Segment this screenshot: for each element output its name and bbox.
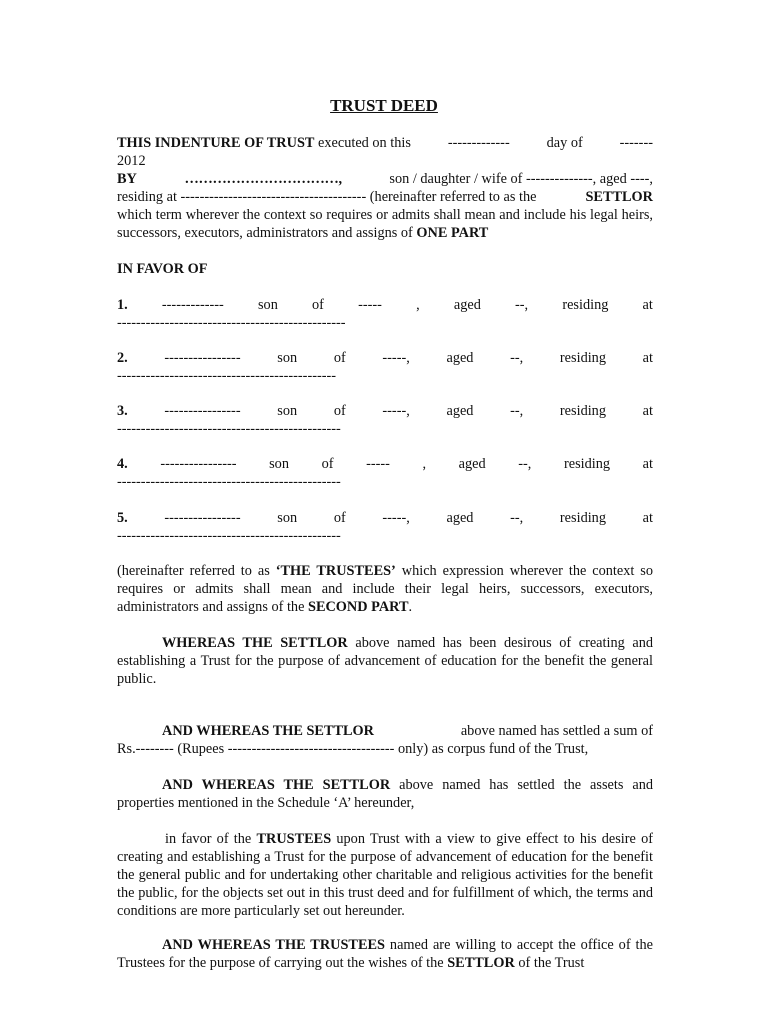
father-blank: -----, — [382, 403, 410, 419]
age-blank: --, — [510, 350, 524, 366]
trustee-entry-3 — [117, 402, 653, 438]
intro-line — [117, 134, 653, 152]
age-blank: --, — [510, 510, 524, 526]
trustees-def-pre: (hereinafter referred to as — [117, 563, 270, 579]
trustee-number: 3. — [117, 403, 128, 419]
in-favor-trustees-paragraph — [117, 830, 653, 920]
aged-text: aged — [458, 456, 486, 472]
trustee-name-blank: ---------------- — [160, 456, 237, 472]
trustee-number: 2. — [117, 350, 128, 366]
of-text: of — [312, 297, 324, 313]
at-text: at — [642, 297, 653, 313]
the-trustees-label: ‘THE TRUSTEES’ — [275, 563, 396, 579]
aged-text: aged — [446, 350, 474, 366]
trustee-number: 1. — [117, 297, 128, 313]
trustee-entry-4 — [117, 455, 653, 491]
of-text: of — [333, 403, 346, 419]
trustee-entry-2 — [117, 349, 653, 385]
residing-text: residing — [559, 350, 606, 366]
document-title: TRUST DEED — [330, 96, 438, 115]
trustees-def-text: which expression wherever the context so requires or admits shall mean and include their legal heirs, successors, executors, administrators and assigns of the — [117, 563, 654, 615]
age-blank: --, — [515, 297, 529, 313]
residing-text: residing at --------------------------------------- (hereinafter referred to as the — [117, 189, 537, 205]
second-part-label: SECOND PART — [308, 599, 409, 615]
trustee-number: 5. — [117, 510, 128, 526]
address-blank: ------------------------------------------------ — [117, 315, 346, 331]
whereas-settlor-text: above named has been desirous of creating and establishing a Trust for the purpose of advancement of education for the benefit the general public. — [117, 635, 653, 687]
whereas-trustees-text: named are willing to accept the office of the Trustees for the purpose of carrying out the wishes of the — [117, 937, 653, 971]
assets-text: above named has settled the assets and properties mentioned in the Schedule ‘A’ hereunder, — [117, 777, 653, 811]
and-whereas-settlor-label-2: AND WHEREAS THE SETTLOR — [162, 777, 391, 793]
settlor-label-2: SETTLOR — [447, 955, 515, 971]
and-whereas-trustees-label: AND WHEREAS THE TRUSTEES — [162, 937, 385, 953]
father-blank: ----- — [366, 456, 390, 472]
at-text: at — [642, 403, 653, 419]
corpus-text-1: above named has settled a sum of — [460, 723, 653, 739]
father-blank: -----, — [382, 510, 410, 526]
son-text: son — [277, 350, 298, 366]
intro-paragraph — [117, 134, 653, 242]
trustee-name-blank: ---------------- — [164, 403, 241, 419]
aged-text: aged — [446, 403, 474, 419]
son-text: son — [269, 456, 289, 472]
trustees-def-end: . — [408, 599, 413, 615]
trustee-number: 4. — [117, 456, 128, 472]
address-blank: ----------------------------------------------- — [117, 528, 341, 544]
whereas-trustees-end: of the Trust — [518, 955, 585, 971]
of-text: of — [321, 456, 334, 472]
residing-text: residing — [563, 456, 611, 472]
father-blank: ----- — [358, 297, 382, 313]
in-favor-pre: in favor of the — [165, 831, 252, 847]
trustee-name-blank: ---------------- — [164, 510, 241, 526]
son-text: son — [277, 403, 298, 419]
at-text: at — [642, 456, 653, 472]
one-part-label: ONE PART — [416, 225, 489, 241]
executed-text: executed on this — [318, 135, 411, 151]
father-blank: -----, — [382, 350, 410, 366]
son-text: son — [277, 510, 298, 526]
month-blank: ------- — [619, 135, 653, 151]
by-label: BY — [117, 171, 137, 187]
assets-paragraph — [117, 776, 653, 812]
address-blank: ----------------------------------------------- — [117, 474, 341, 490]
settlor-label: SETTLOR — [585, 189, 653, 205]
aged-text: aged — [453, 297, 481, 313]
son-text: son — [257, 297, 278, 313]
settlor-name-blank: ……………………………, — [184, 171, 342, 187]
residing-text: residing — [559, 403, 606, 419]
residing-text: residing — [559, 510, 606, 526]
aged-text: aged — [446, 510, 474, 526]
of-text: of — [333, 350, 346, 366]
trustee-entry-1 — [117, 296, 653, 332]
day-of-text: day of — [546, 135, 583, 151]
year-text: 2012 — [117, 153, 146, 169]
in-favor-text: upon Trust with a view to give effect to his desire of creating and establishing a Trust for the purpose of advancement of education for the benefit the general public and for undertaking other charitable and religious activities for the benefit the public, for the objects set out in this trust deed and for fulfillment of which, the terms and conditions are more particularly set out hereunder. — [117, 831, 653, 919]
comma-text: , — [422, 456, 427, 472]
at-text: at — [642, 510, 653, 526]
of-text: of — [333, 510, 346, 526]
and-whereas-settlor-label: AND WHEREAS THE SETTLOR — [162, 723, 375, 739]
in-favor-heading — [117, 260, 653, 278]
address-blank: ---------------------------------------------- — [117, 368, 337, 384]
trustees-definition-paragraph — [117, 562, 653, 616]
address-blank: ----------------------------------------------- — [117, 421, 341, 437]
trustee-entry-5 — [117, 509, 653, 545]
residing-text: residing — [562, 297, 609, 313]
trustees-label: TRUSTEES — [256, 831, 332, 847]
residing-line — [117, 188, 653, 206]
term-text-block — [117, 206, 653, 242]
whereas-trustees-paragraph — [117, 936, 653, 972]
at-text: at — [642, 350, 653, 366]
whereas-settlor-paragraph — [117, 634, 653, 688]
age-blank: --, — [518, 456, 532, 472]
relation-text: son / daughter / wife of --------------, aged ----, — [389, 171, 653, 187]
term-text: which term wherever the context so requires or admits shall mean and include his legal heirs, successors, executors, administrators and assigns of — [117, 207, 653, 241]
whereas-settlor-label: WHEREAS THE SETTLOR — [162, 635, 348, 651]
indenture-heading: THIS INDENTURE OF TRUST — [117, 135, 315, 151]
by-line — [117, 170, 653, 188]
comma-text: , — [416, 297, 420, 313]
age-blank: --, — [510, 403, 524, 419]
corpus-text-2: Rs.-------- (Rupees ----------------------------------- only) as corpus fund of the Trust, — [117, 741, 589, 757]
date-blank: ------------- — [447, 135, 510, 151]
trustee-name-blank: ------------- — [161, 297, 224, 313]
in-favor-label: IN FAVOR OF — [117, 261, 208, 277]
corpus-fund-paragraph — [117, 722, 653, 758]
trustee-name-blank: ---------------- — [164, 350, 241, 366]
